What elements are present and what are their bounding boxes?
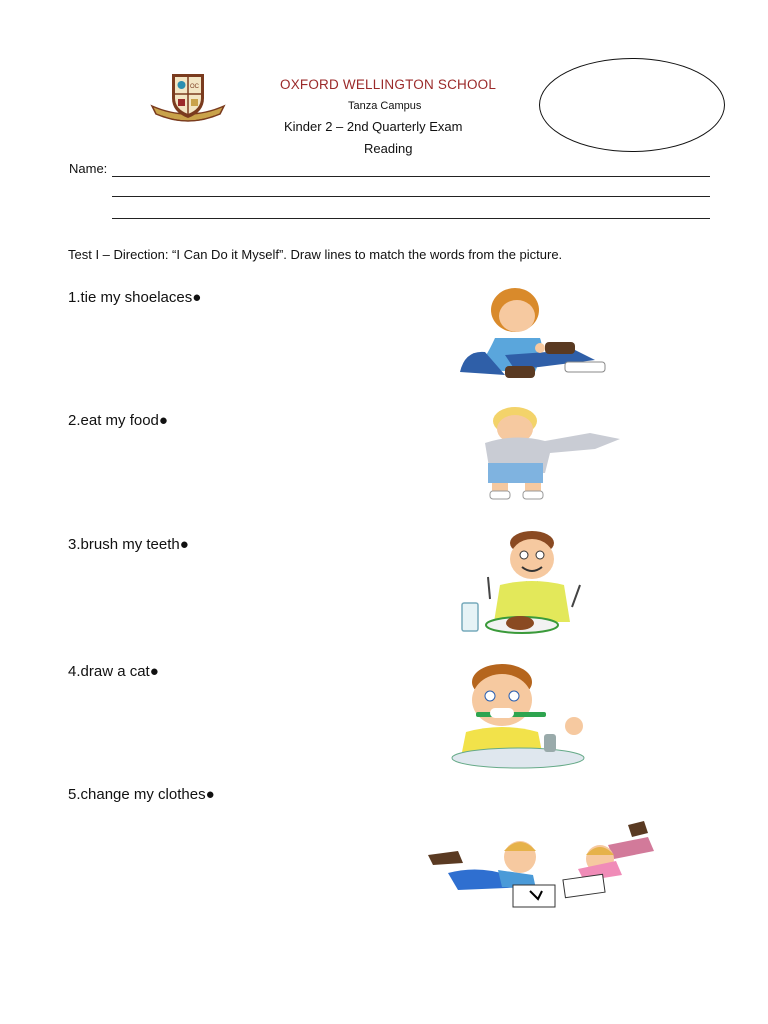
match-item-2[interactable]: 2.eat my food● bbox=[68, 412, 168, 429]
subject-title: Reading bbox=[364, 141, 413, 156]
school-name: OXFORD WELLINGTON SCHOOL bbox=[280, 77, 497, 92]
svg-text:OC: OC bbox=[190, 84, 199, 90]
school-crest-icon bbox=[148, 70, 228, 124]
exam-title: Kinder 2 – 2nd Quarterly Exam bbox=[284, 119, 463, 134]
children-drawing-illustration[interactable] bbox=[418, 815, 680, 910]
campus-name: Tanza Campus bbox=[348, 100, 422, 112]
match-item-1[interactable]: 1.tie my shoelaces● bbox=[68, 289, 202, 306]
school-logo bbox=[148, 70, 228, 129]
name-line-2[interactable] bbox=[112, 196, 710, 197]
boy-tying-shoelaces-illustration[interactable] bbox=[445, 280, 615, 390]
name-label: Name: bbox=[69, 161, 108, 176]
match-item-5[interactable]: 5.change my clothes● bbox=[68, 786, 215, 803]
name-line-1[interactable] bbox=[112, 176, 710, 177]
boy-brushing-teeth-illustration[interactable] bbox=[446, 662, 596, 772]
boy-eating-food-illustration[interactable] bbox=[460, 527, 600, 637]
boy-changing-clothes-illustration[interactable] bbox=[470, 403, 630, 503]
match-item-3[interactable]: 3.brush my teeth● bbox=[68, 536, 189, 553]
name-line-3[interactable] bbox=[112, 218, 710, 219]
test-direction: Test I – Direction: “I Can Do it Myself”. Draw lines to match the words from the picture. bbox=[68, 247, 563, 262]
score-oval bbox=[539, 58, 725, 152]
match-item-4[interactable]: 4.draw a cat● bbox=[68, 663, 159, 680]
